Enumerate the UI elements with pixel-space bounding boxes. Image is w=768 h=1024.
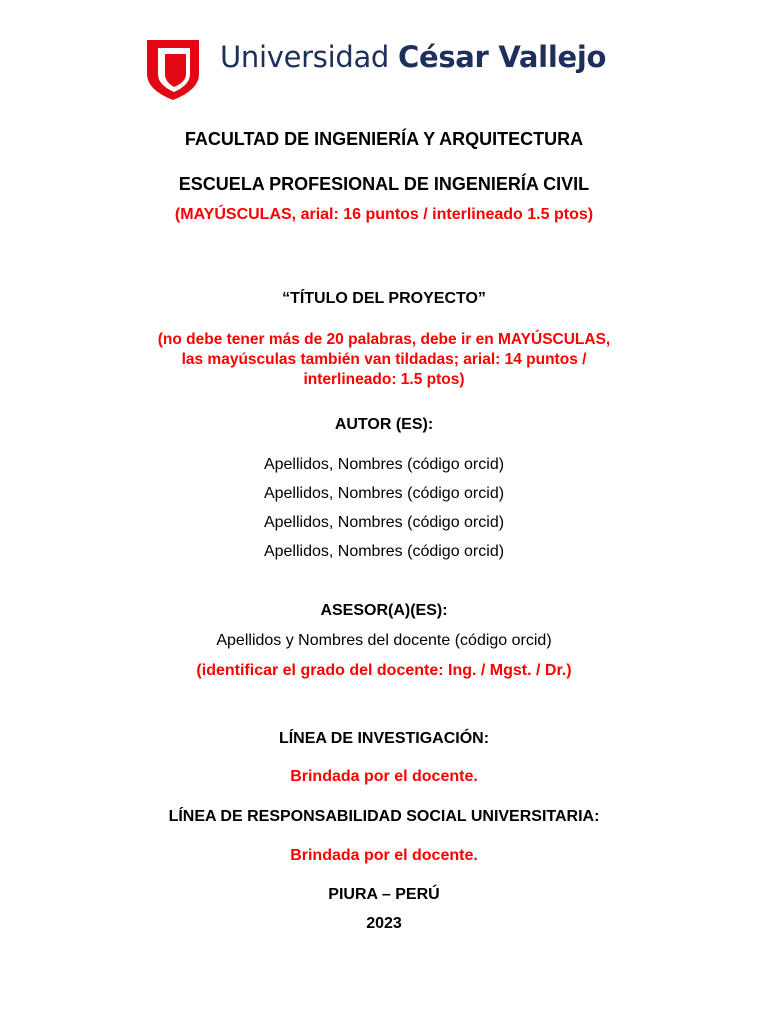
research-line-heading: LÍNEA DE INVESTIGACIÓN: [278,730,490,747]
title-note-line-2: las mayúsculas también van tildadas; arial: 14 puntos / [181,351,587,368]
authors-heading: AUTOR (ES): [334,416,434,433]
header-format-note: (MAYÚSCULAS, arial: 16 puntos / interlineado 1.5 ptos) [174,206,594,223]
university-name-regular: Universidad [220,40,398,74]
title-note-line-1: (no debe tener más de 20 palabras, debe ir en MAYÚSCULAS, [157,331,611,348]
research-line-value: Brindada por el docente. [290,768,478,785]
author-item: Apellidos, Nombres (código orcid) [263,514,505,531]
social-line-heading: LÍNEA DE RESPONSABILIDAD SOCIAL UNIVERSITARIA: [168,808,600,825]
university-name [220,40,606,74]
author-item: Apellidos, Nombres (código orcid) [263,485,505,502]
advisors-heading: ASESOR(A)(ES): [320,602,448,619]
social-line-value: Brindada por el docente. [290,847,478,864]
place: PIURA – PERÚ [328,886,440,903]
school-heading: ESCUELA PROFESIONAL DE INGENIERÍA CIVIL [178,174,590,194]
faculty-heading: FACULTAD DE INGENIERÍA Y ARQUITECTURA [184,129,584,149]
shield-icon [144,34,202,100]
project-title: “TÍTULO DEL PROYECTO” [282,290,486,307]
title-note-line-3: interlineado: 1.5 ptos) [303,371,465,388]
university-logo [144,34,634,100]
year: 2023 [366,915,402,932]
author-item: Apellidos, Nombres (código orcid) [263,543,505,560]
university-name-bold: César Vallejo [397,40,607,74]
advisor-name: Apellidos y Nombres del docente (código orcid) [216,632,552,649]
advisor-degree-note: (identificar el grado del docente: Ing. / Mgst. / Dr.) [196,662,572,679]
author-item: Apellidos, Nombres (código orcid) [263,456,505,473]
